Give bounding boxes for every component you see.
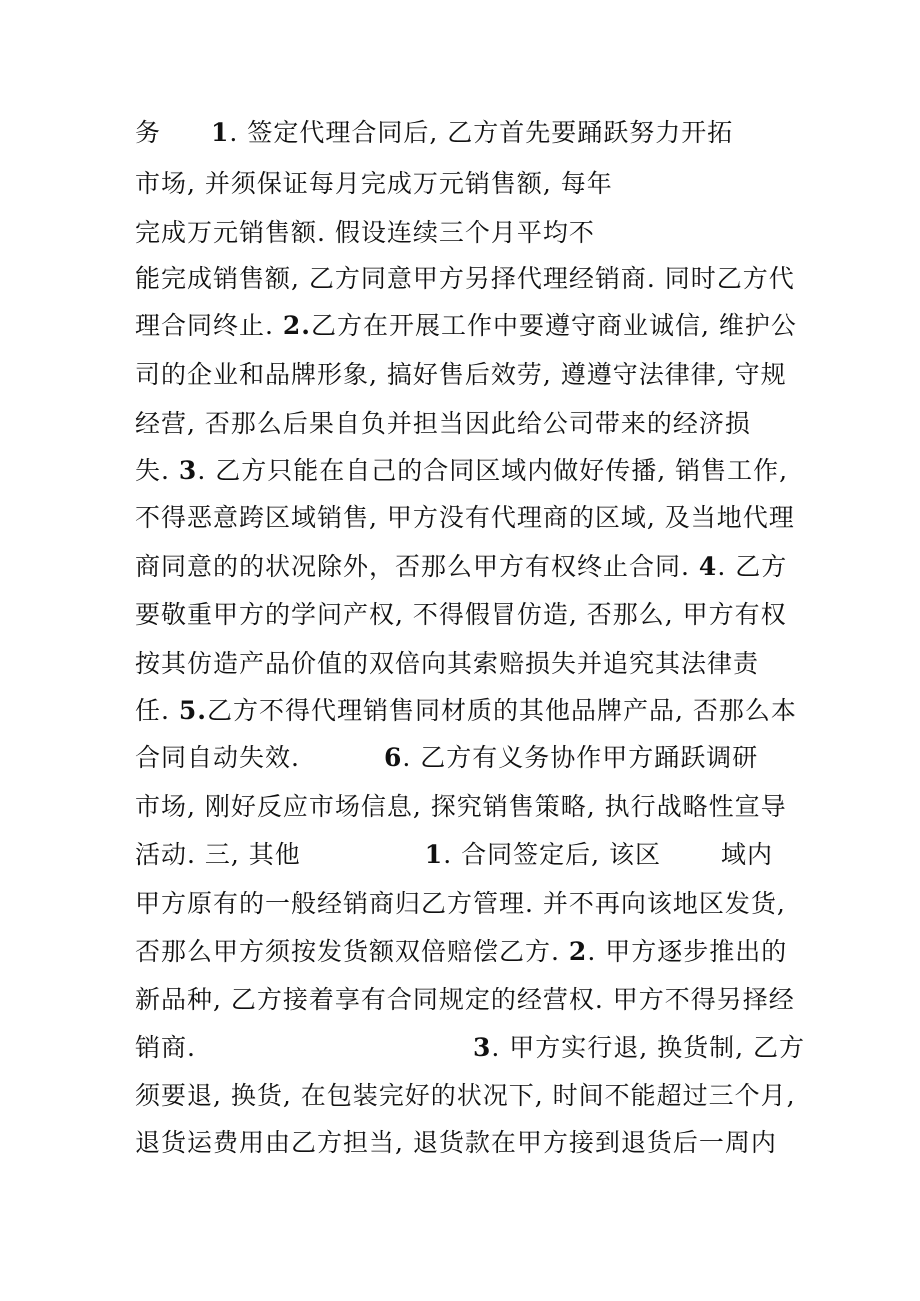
text-line: 理合同终止. 2.乙方在开展工作中要遵守商业诚信, 维护公	[135, 311, 797, 340]
text-line: 市场, 刚好反应市场信息, 探究销售策略, 执行战略性宣导	[135, 792, 787, 821]
clause-number: 3	[178, 456, 198, 485]
clause-number: 5.	[178, 696, 208, 725]
clause-number: 4	[698, 552, 718, 581]
text-line: 务 1. 签定代理合同后, 乙方首先要踊跃努力开拓	[135, 118, 734, 147]
text-line: 不得恶意跨区域销售, 甲方没有代理商的区域, 及当地代理	[135, 503, 795, 532]
text-line: 合同自动失效. 6. 乙方有义务协作甲方踊跃调研	[135, 743, 759, 772]
clause-number: 6	[383, 743, 403, 772]
text-line: 按其仿造产品价值的双倍向其索赔损失并追究其法律责	[135, 649, 760, 678]
text-line: 市场, 并须保证每月完成万元销售额, 每年	[135, 169, 613, 198]
text-line: 要敬重甲方的学问产权, 不得假冒仿造, 否那么, 甲方有权	[135, 600, 787, 629]
text-line: 失. 3. 乙方只能在自己的合同区域内做好传播, 销售工作,	[135, 456, 789, 485]
text-line: 新品种, 乙方接着享有合同规定的经营权. 甲方不得另择经	[135, 985, 795, 1014]
text-line: 销商. 3. 甲方实行退, 换货制, 乙方	[135, 1033, 806, 1062]
clause-number: 2.	[282, 311, 312, 340]
clause-number: 3	[472, 1033, 492, 1062]
text-line: 甲方原有的一般经销商归乙方管理. 并不再向该地区发货,	[135, 889, 786, 918]
clause-number: 1	[211, 118, 230, 147]
text-line: 否那么甲方须按发货额双倍赔偿乙方. 2. 甲方逐步推出的	[135, 937, 788, 966]
text-line: 经营, 否那么后果自负并担当因此给公司带来的经济损	[135, 409, 751, 438]
text-line: 商同意的的状况除外，否那么甲方有权终止合同. 4. 乙方	[135, 552, 788, 581]
clause-number: 2	[568, 937, 588, 966]
clause-number: 1	[424, 840, 444, 869]
text-line: 完成万元销售额. 假设连续三个月平均不	[135, 218, 595, 247]
text-line: 退货运费用由乙方担当, 退货款在甲方接到退货后一周内	[135, 1128, 777, 1157]
text-line: 能完成销售额, 乙方同意甲方另择代理经销商. 同时乙方代	[135, 264, 795, 293]
text-line: 须要退, 换货, 在包装完好的状况下, 时间不能超过三个月,	[135, 1081, 796, 1110]
text-line: 任. 5.乙方不得代理销售同材质的其他品牌产品, 否那么本	[135, 696, 797, 725]
text-line: 司的企业和品牌形象, 搞好售后效劳, 遵遵守法律律, 守规	[135, 360, 787, 389]
text-line: 活动. 三, 其他 1. 合同签定后, 该区 域内	[135, 840, 774, 869]
